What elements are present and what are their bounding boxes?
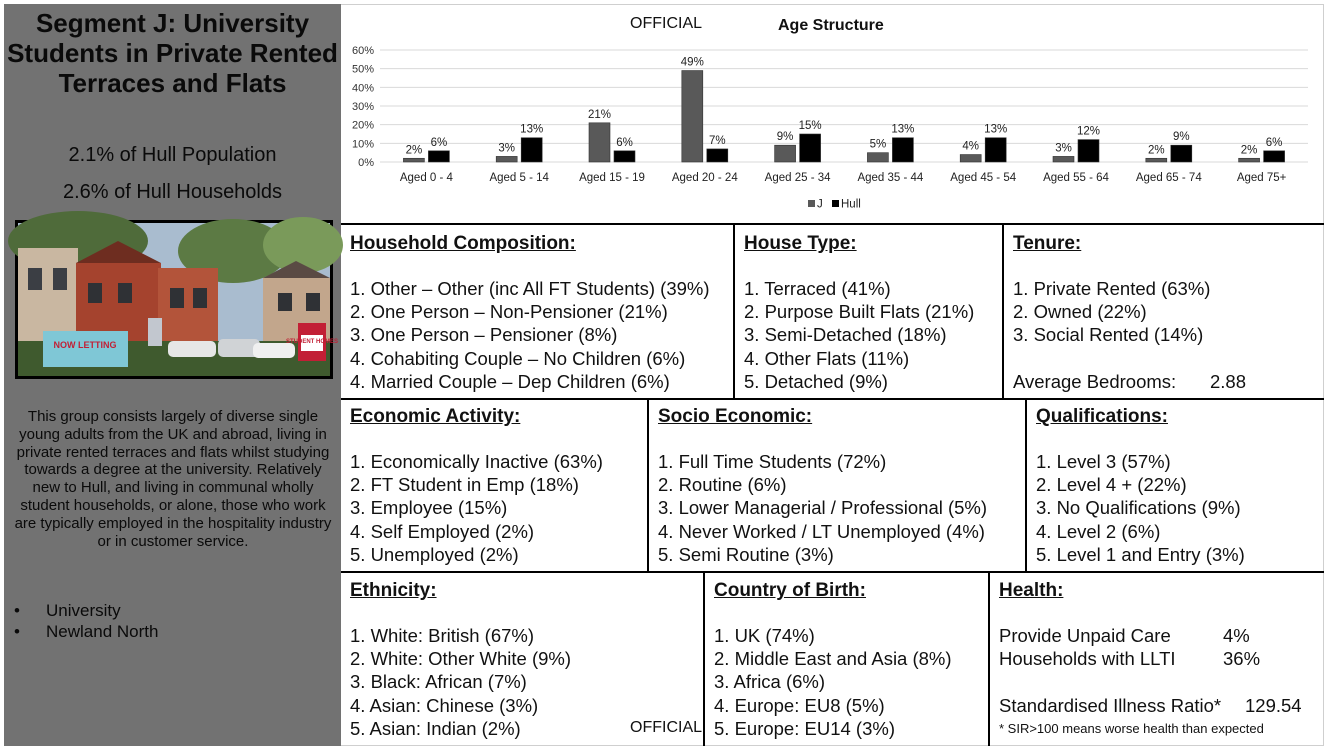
x-tick-label: Aged 75+ [1236, 172, 1287, 184]
bar-hull [892, 138, 913, 162]
panel-heading: House Type: [744, 233, 857, 254]
x-tick-label: Aged 65 - 74 [1135, 172, 1202, 184]
panel-heading: Ethnicity: [350, 580, 437, 601]
list-item: 4. Asian: Chinese (3%) [350, 694, 539, 716]
list-item: 1. Other – Other (inc All FT Students) (39%) [350, 278, 710, 299]
data-label: 6% [1265, 136, 1283, 149]
panel-heading: Tenure: [1013, 233, 1082, 254]
data-label: 13% [891, 123, 915, 136]
sir-value: 129.54 [1245, 694, 1302, 716]
bar-j [960, 155, 981, 162]
list-item: 4. Level 2 (6%) [1036, 520, 1161, 542]
bar-j [496, 156, 517, 162]
household-share: 2.6% of Hull Households [62, 181, 282, 203]
x-tick-label: Aged 45 - 54 [950, 172, 1017, 184]
list-item: 3. Social Rented (14%) [1013, 324, 1204, 346]
panel-heading: Country of Birth: [714, 580, 866, 601]
list-item: 2. Owned (22%) [1013, 301, 1147, 323]
sir-note: * SIR>100 means worse health than expected [999, 720, 1264, 736]
street-photo [15, 220, 339, 379]
list-item: 2. White: Other White (9%) [350, 648, 572, 670]
list-item: 2. FT Student in Emp (18%) [350, 474, 579, 496]
list-item: 3. Employee (15%) [350, 497, 508, 519]
student-homes-sign: STUDENT HOMES [285, 339, 339, 345]
data-label: 2% [1147, 144, 1165, 157]
list-item: 5. Level 1 and Entry (3%) [1036, 543, 1245, 565]
legend-swatch [832, 200, 839, 207]
bar-j [403, 158, 424, 162]
economic-activity-panel [350, 406, 603, 566]
bar-j [867, 153, 888, 162]
x-tick-label: Aged 0 - 4 [399, 172, 453, 184]
bar-hull [800, 134, 821, 162]
data-label: 13% [984, 123, 1008, 136]
list-item: 5. Unemployed (2%) [350, 543, 519, 565]
legend-swatch [808, 200, 815, 207]
list-item: 2. Purpose Built Flats (21%) [744, 301, 975, 323]
letting-sign: NOW LETTING [53, 340, 117, 350]
x-tick-label: Aged 55 - 64 [1043, 172, 1109, 184]
data-label: 15% [798, 120, 822, 132]
y-tick-label: 20% [351, 119, 374, 132]
data-label: 6% [430, 136, 448, 149]
list-item: 5. Europe: EU14 (3%) [714, 717, 895, 739]
average-bedrooms [1013, 370, 1246, 393]
population-share: 2.1% of Hull Population [68, 144, 277, 166]
data-label: 13% [520, 123, 544, 136]
x-tick-label: Aged 20 - 24 [671, 172, 738, 184]
divider [341, 571, 1324, 573]
bar-j [775, 145, 796, 162]
classification-label: OFFICIAL [630, 719, 703, 736]
x-tick-label: Aged 15 - 19 [579, 172, 645, 184]
segment-description: This group consists largely of diverse single young adults from the UK and abroad, living in private rented terraces and flats whilst studying towards a degree at the university. Relatively new to Hull, and living in communal wholly student households, or alone, those who work are typically employed in the hospitality industry or in customer service. [14, 408, 332, 550]
list-item: 3. Semi-Detached (18%) [744, 324, 947, 346]
data-label: 2% [405, 144, 423, 157]
panel-heading: Qualifications: [1036, 406, 1168, 427]
panel-heading: Household Composition: [350, 233, 576, 254]
list-item: 1. Economically Inactive (63%) [350, 451, 603, 472]
list-item: 5. Detached (9%) [744, 370, 888, 392]
list-item: 5. Semi Routine (3%) [658, 543, 834, 565]
house-type-panel [744, 233, 974, 393]
bar-hull [614, 151, 635, 162]
panel-heading: Health: [999, 580, 1064, 601]
unpaid-care-label: Provide Unpaid Care [999, 625, 1171, 646]
bar-hull [707, 149, 728, 162]
list-item: 4. Europe: EU8 (5%) [714, 694, 885, 716]
bedrooms-value: 2.88 [1210, 370, 1247, 392]
list-item: 2. Level 4 + (22%) [1036, 474, 1187, 496]
household-composition-panel [350, 233, 710, 393]
classification-label: OFFICIAL [630, 15, 703, 32]
age-structure-chart [341, 40, 1324, 220]
list-item: 1. White: British (67%) [350, 625, 535, 646]
bar-hull [985, 138, 1006, 162]
data-label: 5% [869, 138, 887, 151]
data-label: 3% [498, 142, 516, 155]
data-label: 2% [1240, 144, 1258, 157]
bar-j [589, 123, 610, 162]
data-label: 49% [680, 56, 704, 69]
list-item: 3. One Person – Pensioner (8%) [350, 324, 618, 346]
bar-hull [428, 151, 449, 162]
list-item: 5. Asian: Indian (2%) [350, 717, 521, 739]
llti-value: 36% [1223, 648, 1261, 670]
tenure-panel [1013, 233, 1246, 393]
bar-hull [1264, 151, 1285, 162]
list-item: 4. Married Couple – Dep Children (6%) [350, 370, 670, 392]
bar-j [1239, 158, 1260, 162]
data-label: 6% [616, 136, 633, 149]
legend-label: Hull [841, 198, 861, 211]
country-of-birth-panel [714, 580, 952, 740]
data-label: 9% [1172, 131, 1190, 144]
x-tick-label: Aged 35 - 44 [857, 172, 924, 184]
divider [733, 223, 735, 399]
ethnicity-panel [350, 580, 571, 740]
segment-title: Segment J: University Students in Private Rented Terraces and Flats [7, 8, 338, 98]
bar-hull [521, 138, 542, 162]
x-tick-label: Aged 25 - 34 [764, 172, 831, 184]
bar-hull [1078, 140, 1099, 162]
socio-economic-panel [658, 406, 987, 566]
divider [341, 398, 1324, 400]
y-tick-label: 40% [351, 82, 374, 95]
unpaid-care-row [999, 624, 1302, 647]
panel-heading: Socio Economic: [658, 406, 813, 427]
list-item: 2. One Person – Non-Pensioner (21%) [350, 301, 668, 323]
y-tick-label: 60% [351, 45, 374, 57]
data-label: 12% [1076, 125, 1101, 138]
list-item: 4. Never Worked / LT Unemployed (4%) [658, 520, 985, 542]
list-item: 1. Terraced (41%) [744, 278, 891, 299]
y-tick-label: 0% [358, 157, 374, 169]
list-item: 2. Middle East and Asia (8%) [714, 648, 952, 670]
llti-label: Households with LLTI [999, 648, 1176, 670]
sir-row [999, 694, 1302, 717]
y-tick-label: 50% [351, 63, 374, 76]
divider [341, 223, 1324, 225]
list-item: 3. No Qualifications (9%) [1036, 497, 1241, 519]
y-tick-label: 10% [351, 138, 374, 151]
list-item: 1. Full Time Students (72%) [658, 451, 887, 472]
divider [988, 571, 990, 746]
data-label: 7% [708, 134, 726, 147]
divider [1025, 398, 1027, 572]
bar-j [1053, 156, 1074, 162]
bar-j [682, 71, 703, 162]
chart-title: Age Structure [778, 17, 884, 34]
bedrooms-label: Average Bedrooms: [1013, 370, 1177, 392]
x-tick-label: Aged 5 - 14 [489, 172, 549, 184]
ward-list [14, 600, 314, 642]
list-item: 3. Africa (6%) [714, 671, 826, 693]
ward-item: • University [14, 600, 314, 621]
list-item: 1. Level 3 (57%) [1036, 451, 1171, 472]
list-item: 2. Routine (6%) [658, 474, 787, 496]
bar-hull [1171, 145, 1192, 162]
data-label: 21% [587, 108, 612, 121]
panel-heading: Economic Activity: [350, 406, 521, 427]
divider [647, 398, 649, 572]
unpaid-care-value: 4% [1223, 625, 1250, 646]
list-item: 3. Lower Managerial / Professional (5%) [658, 497, 988, 519]
divider [1002, 223, 1004, 399]
data-label: 9% [776, 131, 794, 144]
list-item: 3. Black: African (7%) [350, 671, 527, 693]
legend-label: J [817, 198, 823, 211]
data-label: 3% [1055, 142, 1072, 155]
list-item: 1. Private Rented (63%) [1013, 278, 1211, 299]
y-tick-label: 30% [351, 101, 374, 113]
bar-j [1146, 158, 1167, 162]
data-label: 4% [962, 140, 980, 153]
list-item: 4. Other Flats (11%) [744, 347, 910, 369]
llti-row [999, 647, 1302, 670]
sir-label: Standardised Illness Ratio* [999, 694, 1222, 716]
health-panel [999, 580, 1302, 736]
divider [703, 571, 705, 746]
list-item: 1. UK (74%) [714, 625, 815, 646]
list-item: 4. Self Employed (2%) [350, 520, 535, 542]
list-item: 4. Cohabiting Couple – No Children (6%) [350, 347, 686, 369]
ward-item: • Newland North [14, 621, 314, 642]
qualifications-panel [1036, 406, 1245, 566]
